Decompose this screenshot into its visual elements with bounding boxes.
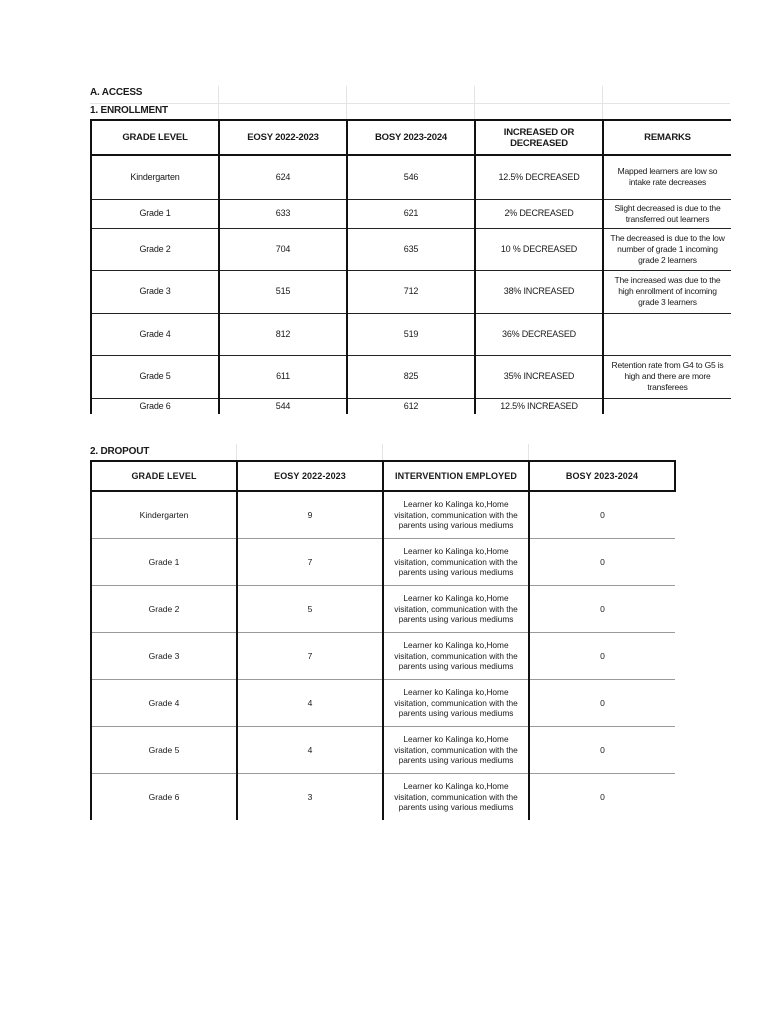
eosy-cell: 544 (219, 398, 347, 414)
dropout-title: 2. DROPOUT (90, 446, 150, 457)
intervention-cell: Learner ko Kalinga ko,Home visitation, communication with the parents using various mediums (383, 774, 529, 821)
eosy-cell: 3 (237, 774, 383, 821)
eosy-cell: 812 (219, 313, 347, 355)
intervention-cell: Learner ko Kalinga ko,Home visitation, communication with the parents using various mediums (383, 586, 529, 633)
table-row (91, 155, 731, 199)
change-cell: 36% DECREASED (475, 313, 603, 355)
grade-cell: Grade 3 (91, 270, 219, 313)
table-row (91, 491, 675, 539)
table-row (91, 199, 731, 228)
grade-cell: Grade 1 (91, 199, 219, 228)
remarks-cell: The decreased is due to the low number of grade 1 incoming grade 2 learners (603, 228, 731, 270)
grade-cell: Grade 6 (91, 774, 237, 821)
eosy-cell: 4 (237, 680, 383, 727)
access-heading: A. ACCESS (90, 87, 143, 98)
col-intervention: INTERVENTION EMPLOYED (383, 461, 529, 491)
bosy-cell: 0 (529, 586, 675, 633)
grade-cell: Grade 1 (91, 539, 237, 586)
table-row (91, 774, 675, 821)
enrollment-table (90, 119, 731, 414)
bosy-cell: 0 (529, 539, 675, 586)
table-row (91, 398, 731, 414)
remarks-cell: The increased was due to the high enrollment of incoming grade 3 learners (603, 270, 731, 313)
bosy-cell: 0 (529, 633, 675, 680)
intervention-cell: Learner ko Kalinga ko,Home visitation, communication with the parents using various mediums (383, 727, 529, 774)
table-row (91, 633, 675, 680)
col-remarks: REMARKS (603, 120, 731, 155)
enrollment-section (90, 86, 730, 410)
change-cell: 38% INCREASED (475, 270, 603, 313)
grade-cell: Kindergarten (91, 491, 237, 539)
enrollment-header-row (91, 120, 731, 155)
grade-cell: Grade 3 (91, 633, 237, 680)
grade-cell: Grade 6 (91, 398, 219, 414)
enrollment-title: 1. ENROLLMENT (90, 105, 168, 116)
remarks-cell: Retention rate from G4 to G5 is high and there are more transferees (603, 355, 731, 398)
remarks-cell: Mapped learners are low so intake rate decreases (603, 155, 731, 199)
remarks-cell (603, 398, 731, 414)
dropout-header-row (91, 461, 675, 491)
bosy-cell: 519 (347, 313, 475, 355)
dropout-table (90, 460, 676, 820)
table-row (91, 586, 675, 633)
grade-cell: Grade 5 (91, 727, 237, 774)
col-grade-level: GRADE LEVEL (91, 461, 237, 491)
bosy-cell: 825 (347, 355, 475, 398)
change-cell: 35% INCREASED (475, 355, 603, 398)
eosy-cell: 624 (219, 155, 347, 199)
dropout-section (90, 444, 674, 824)
table-row (91, 355, 731, 398)
col-eosy: EOSY 2022-2023 (237, 461, 383, 491)
sheet-gridlines (90, 444, 674, 461)
grade-cell: Grade 4 (91, 313, 219, 355)
eosy-cell: 633 (219, 199, 347, 228)
intervention-cell: Learner ko Kalinga ko,Home visitation, communication with the parents using various mediums (383, 633, 529, 680)
grade-cell: Kindergarten (91, 155, 219, 199)
intervention-cell: Learner ko Kalinga ko,Home visitation, communication with the parents using various mediums (383, 539, 529, 586)
bosy-cell: 621 (347, 199, 475, 228)
change-cell: 10 % DECREASED (475, 228, 603, 270)
bosy-cell: 712 (347, 270, 475, 313)
sheet-gridlines (90, 86, 730, 120)
bosy-cell: 0 (529, 491, 675, 539)
col-eosy: EOSY 2022-2023 (219, 120, 347, 155)
change-cell: 12.5% INCREASED (475, 398, 603, 414)
col-bosy: BOSY 2023-2024 (529, 461, 675, 491)
grade-cell: Grade 4 (91, 680, 237, 727)
intervention-cell: Learner ko Kalinga ko,Home visitation, communication with the parents using various mediums (383, 491, 529, 539)
table-row (91, 270, 731, 313)
col-bosy: BOSY 2023-2024 (347, 120, 475, 155)
grade-cell: Grade 2 (91, 228, 219, 270)
change-cell: 12.5% DECREASED (475, 155, 603, 199)
bosy-cell: 0 (529, 680, 675, 727)
bosy-cell: 0 (529, 774, 675, 821)
eosy-cell: 515 (219, 270, 347, 313)
table-row (91, 680, 675, 727)
eosy-cell: 7 (237, 633, 383, 680)
table-row (91, 727, 675, 774)
intervention-cell: Learner ko Kalinga ko,Home visitation, communication with the parents using various mediums (383, 680, 529, 727)
eosy-cell: 611 (219, 355, 347, 398)
eosy-cell: 5 (237, 586, 383, 633)
table-row (91, 228, 731, 270)
bosy-cell: 612 (347, 398, 475, 414)
eosy-cell: 704 (219, 228, 347, 270)
eosy-cell: 9 (237, 491, 383, 539)
table-row (91, 539, 675, 586)
eosy-cell: 7 (237, 539, 383, 586)
col-grade-level: GRADE LEVEL (91, 120, 219, 155)
col-change: INCREASED OR DECREASED (475, 120, 603, 155)
grade-cell: Grade 5 (91, 355, 219, 398)
table-row (91, 313, 731, 355)
grade-cell: Grade 2 (91, 586, 237, 633)
remarks-cell: Slight decreased is due to the transferred out learners (603, 199, 731, 228)
remarks-cell (603, 313, 731, 355)
change-cell: 2% DECREASED (475, 199, 603, 228)
eosy-cell: 4 (237, 727, 383, 774)
bosy-cell: 0 (529, 727, 675, 774)
bosy-cell: 635 (347, 228, 475, 270)
bosy-cell: 546 (347, 155, 475, 199)
